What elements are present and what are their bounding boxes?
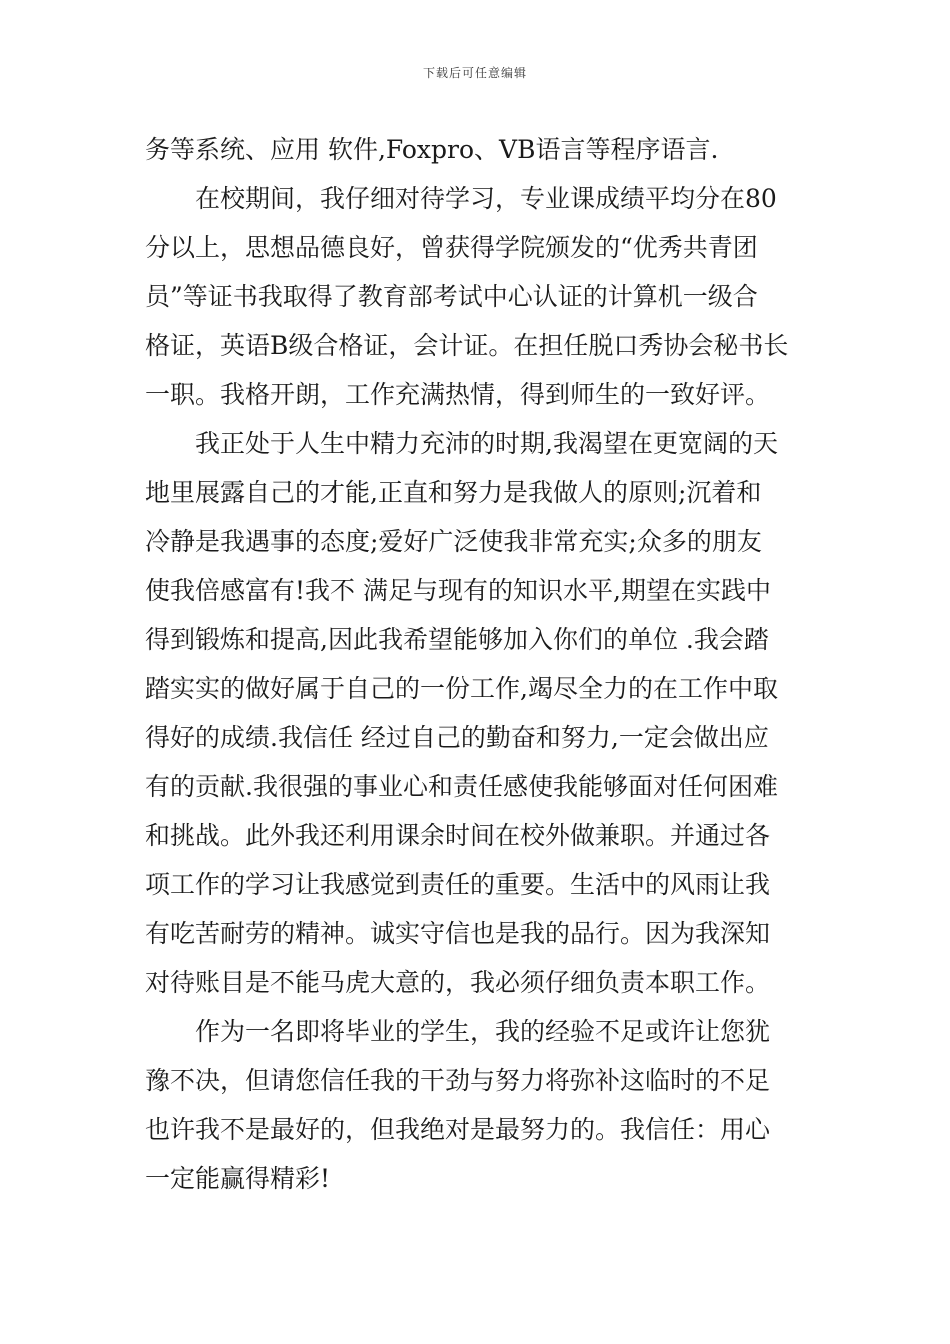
text-line: 也许我不是最好的，但我绝对是最努力的。我信任：用心	[145, 1115, 771, 1144]
paragraph	[145, 1007, 807, 1203]
document-body	[145, 125, 807, 1203]
text-line: 作为一名即将毕业的学生，我的经验不足或许让您犹	[145, 1017, 771, 1046]
text-line: 我正处于人生中精力充沛的时期,我渴望在更宽阔的天	[145, 429, 778, 458]
text-line: 得好的成绩.我信任 经过自己的勤奋和努力,一定会做出应	[145, 723, 769, 752]
text-line: 地里展露自己的才能,正直和努力是我做人的原则;沉着和	[145, 478, 762, 507]
text-line: 对待账目是不能马虎大意的，我必须仔细负责本职工作。	[145, 968, 771, 997]
text-line: 项工作的学习让我感觉到责任的重要。生活中的风雨让我	[145, 870, 771, 899]
text-line: 有的贡献.我很强的事业心和责任感使我能够面对任何困难	[145, 772, 778, 801]
text-line: 务等系统、应用 软件,Foxpro、VB语言等程序语言.	[145, 135, 719, 164]
paragraph	[145, 174, 807, 419]
page-header: 下载后可任意编辑	[422, 66, 527, 80]
text-line: 踏实实的做好属于自己的一份工作,竭尽全力的在工作中取	[145, 674, 778, 703]
text-line: 和挑战。此外我还利用课余时间在校外做兼职。并通过各	[145, 821, 771, 850]
text-line: 使我倍感富有!我不 满足与现有的知识水平,期望在实践中	[145, 576, 771, 605]
paragraph	[145, 419, 807, 1007]
text-line: 一定能赢得精彩!	[145, 1164, 331, 1193]
text-line: 一职。我格开朗，工作充满热情，得到师生的一致好评。	[145, 380, 771, 409]
text-line: 有吃苦耐劳的精神。诚实守信也是我的品行。因为我深知	[145, 919, 771, 948]
text-line: 员”等证书我取得了教育部考试中心认证的计算机一级合	[145, 282, 758, 311]
paragraph	[145, 125, 807, 174]
text-line: 豫不决，但请您信任我的干劲与努力将弥补这临时的不足	[145, 1066, 771, 1095]
text-line: 格证，英语B级合格证，会计证。在担任脱口秀协会秘书长	[145, 331, 789, 360]
text-line: 分以上，思想品德良好，曾获得学院颁发的“优秀共青团	[145, 233, 758, 262]
text-line: 得到锻炼和提高,因此我希望能够加入你们的单位 .我会踏	[145, 625, 769, 654]
text-line: 在校期间，我仔细对待学习，专业课成绩平均分在80	[145, 184, 777, 213]
text-line: 冷静是我遇事的态度;爱好广泛使我非常充实;众多的朋友	[145, 527, 762, 556]
